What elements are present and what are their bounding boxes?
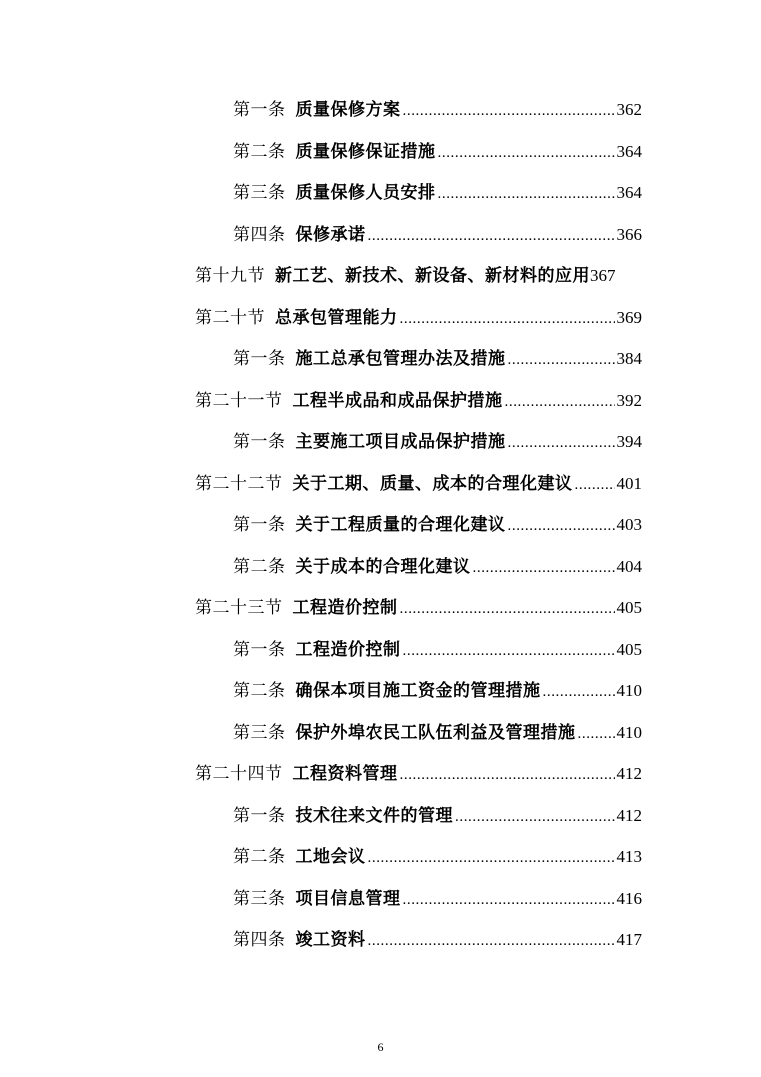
entry-title: 主要施工项目成品保护措施 [295,432,506,452]
entry-title: 关于成本的合理化建议 [295,557,471,577]
entry-number: 第二十节 [195,308,265,328]
entry-page-number: 404 [616,557,642,576]
dot-leader [403,636,615,666]
entry-page-number: 384 [616,349,642,368]
entry-page-number: 362 [616,100,642,119]
entry-page-number: 394 [616,432,642,451]
toc-entry[interactable] [195,261,642,291]
toc-entry[interactable] [233,801,642,831]
entry-number: 第二条 [233,847,286,867]
entry-page-number: 403 [616,515,642,534]
dot-leader [368,926,615,956]
entry-number: 第二十二节 [195,474,283,494]
entry-page-number: 405 [616,640,642,659]
entry-title: 工程半成品和成品保护措施 [292,391,503,411]
dot-leader [400,304,615,334]
toc-entry[interactable] [195,593,642,623]
toc-entry[interactable] [233,220,642,250]
dot-leader [438,138,615,168]
dot-leader [403,885,615,915]
entry-page-number: 405 [616,598,642,617]
toc-entry[interactable] [233,95,642,125]
entry-title: 确保本项目施工资金的管理措施 [295,681,541,701]
entry-title: 质量保修方案 [295,100,401,120]
entry-number: 第三条 [233,723,286,743]
toc-entry[interactable] [233,842,642,872]
entry-number: 第二条 [233,142,286,162]
dot-leader [368,221,615,251]
entry-page-number: 366 [616,225,642,244]
entry-title: 总承包管理能力 [275,308,398,328]
toc-entry[interactable] [233,344,642,374]
toc-entry[interactable] [195,303,642,333]
toc-entry[interactable] [233,552,642,582]
page-number: 6 [377,1040,384,1054]
dot-leader [508,428,615,458]
entry-number: 第一条 [233,640,286,660]
toc-entry[interactable] [195,386,642,416]
entry-number: 第二十三节 [195,598,283,618]
entry-page-number: 401 [616,474,642,493]
entry-title: 工地会议 [295,847,366,867]
dot-leader [505,387,615,417]
entry-title: 工程造价控制 [292,598,398,618]
dot-leader [403,96,615,126]
dot-leader [400,594,615,624]
entry-page-number: 412 [616,764,642,783]
entry-page-number: 364 [616,183,642,202]
entry-number: 第二十四节 [195,764,283,784]
dot-leader [438,179,615,209]
dot-leader [368,843,615,873]
toc-entry[interactable] [195,469,642,499]
dot-leader [543,677,615,707]
entry-title: 工程资料管理 [292,764,398,784]
toc-entry[interactable] [233,718,642,748]
entry-page-number: 364 [616,142,642,161]
entry-page-number: 413 [616,847,642,866]
dot-leader [473,553,615,583]
entry-number: 第一条 [233,515,286,535]
toc-entry[interactable] [195,759,642,789]
entry-title: 关于工程质量的合理化建议 [295,515,506,535]
entry-number: 第一条 [233,806,286,826]
dot-leader [508,345,615,375]
toc-entry[interactable] [233,510,642,540]
entry-page-number: 410 [616,723,642,742]
entry-title: 项目信息管理 [295,889,401,909]
entry-number: 第一条 [233,432,286,452]
entry-page-number: 367 [590,266,616,285]
entry-title: 技术往来文件的管理 [295,806,453,826]
entry-page-number: 412 [616,806,642,825]
entry-number: 第四条 [233,225,286,245]
entry-number: 第二十一节 [195,391,283,411]
entry-number: 第三条 [233,183,286,203]
entry-number: 第四条 [233,930,286,950]
entry-title: 质量保修人员安排 [295,183,436,203]
dot-leader [508,511,615,541]
entry-title: 关于工期、质量、成本的合理化建议 [292,474,573,494]
toc-entry[interactable] [233,178,642,208]
toc-entry[interactable] [233,925,642,955]
entry-page-number: 369 [616,308,642,327]
entry-number: 第二条 [233,557,286,577]
toc-entry[interactable] [233,137,642,167]
entry-page-number: 416 [616,889,642,908]
entry-page-number: 410 [616,681,642,700]
toc-entry[interactable] [233,427,642,457]
entry-title: 保护外埠农民工队伍利益及管理措施 [295,723,576,743]
entry-page-number: 392 [616,391,642,410]
entry-title: 竣工资料 [295,930,366,950]
dot-leader [575,470,615,500]
entry-number: 第一条 [233,349,286,369]
toc-entry[interactable] [233,676,642,706]
dot-leader [455,802,615,832]
entry-number: 第一条 [233,100,286,120]
entry-number: 第三条 [233,889,286,909]
entry-number: 第十九节 [195,266,265,286]
entry-title: 质量保修保证措施 [295,142,436,162]
entry-title: 工程造价控制 [295,640,401,660]
entry-title: 保修承诺 [295,225,366,245]
toc-entry[interactable] [233,635,642,665]
dot-leader [400,760,615,790]
entry-page-number: 417 [616,930,642,949]
dot-leader [578,719,615,749]
toc-entry[interactable] [233,884,642,914]
entry-number: 第二条 [233,681,286,701]
entry-title: 施工总承包管理办法及措施 [295,349,506,369]
entry-title: 新工艺、新技术、新设备、新材料的应用 [275,266,590,286]
